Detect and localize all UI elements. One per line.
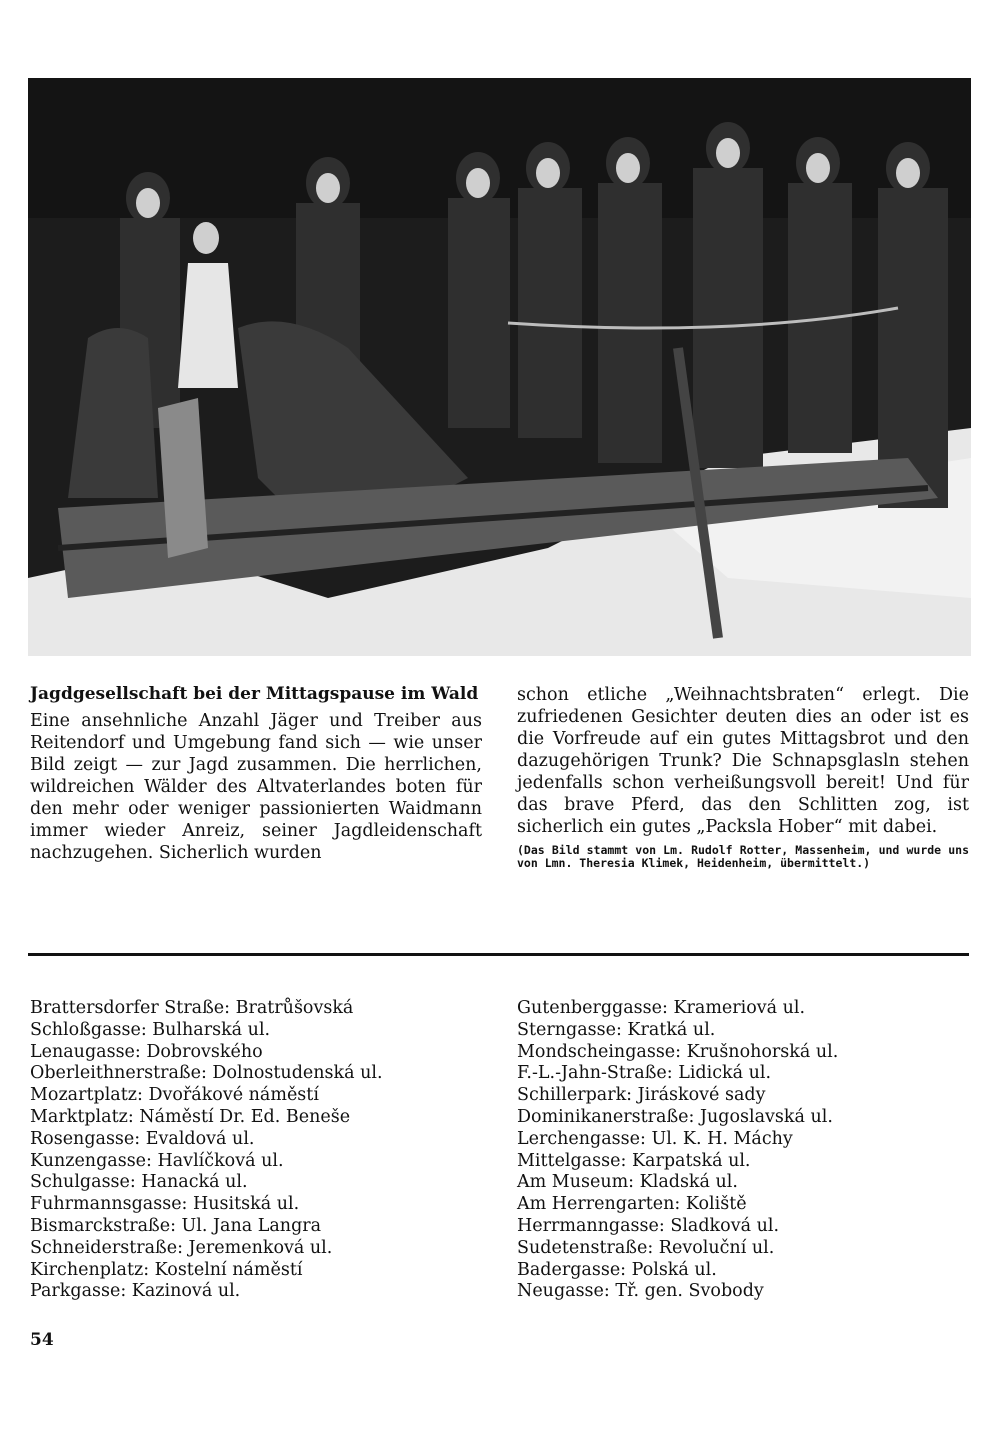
street-list-right bbox=[517, 998, 977, 1303]
street-item: Fuhrmannsgasse: Husitská ul. bbox=[30, 1194, 300, 1215]
street-list-left bbox=[30, 998, 490, 1303]
street-item: Sterngasse: Kratká ul. bbox=[517, 1019, 716, 1040]
street-item: Kirchenplatz: Kostelní náměstí bbox=[30, 1259, 303, 1280]
photo-credit: (Das Bild stammt von Lm. Rudolf Rotter, Massenheim, und wurde uns von Lmn. Theresia Klimek, Heidenheim, übermittelt.) bbox=[517, 843, 969, 870]
street-item: Mittelgasse: Karpatská ul. bbox=[517, 1150, 751, 1171]
photo-hunting-party-icon bbox=[28, 78, 971, 656]
street-item: Schulgasse: Hanacká ul. bbox=[30, 1172, 248, 1193]
street-item: Am Herrengarten: Koliště bbox=[517, 1194, 747, 1215]
street-item: Gutenberggasse: Krameriová ul. bbox=[517, 998, 806, 1018]
street-item: Schillerpark: Jiráskové sady bbox=[517, 1085, 766, 1106]
horizontal-divider bbox=[28, 953, 969, 956]
caption-title: Jagdgesellschaft bei der Mittagspause im Wald bbox=[30, 684, 479, 704]
street-item: Am Museum: Kladská ul. bbox=[517, 1172, 738, 1193]
street-item: Neugasse: Tř. gen. Svobody bbox=[517, 1281, 764, 1302]
street-item: Brattersdorfer Straße: Bratrůšovská bbox=[30, 998, 354, 1018]
street-item: Badergasse: Polská ul. bbox=[517, 1259, 717, 1280]
street-item: Parkgasse: Kazinová ul. bbox=[30, 1281, 241, 1302]
caption-text-right: schon etliche „Weihnachtsbraten“ erlegt. Die zufriedenen Gesichter deuten dies an oder ist es die Vorfreude auf ein gutes Mittagsbrot und den dazugehörigen Trunk? Die Schnapsglasln stehen jedenfalls schon verheißungsvoll bereit! Und für das brave Pferd, das den Schlitten zog, ist sicherlich ein gutes „Packsla Hober“ mit dabei. bbox=[517, 685, 969, 837]
street-item: Lerchengasse: Ul. K. H. Máchy bbox=[517, 1128, 793, 1149]
street-item: Sudetenstraße: Revoluční ul. bbox=[517, 1237, 775, 1258]
street-item: Lenaugasse: Dobrovského bbox=[30, 1041, 263, 1062]
caption-text-left: Eine ansehnliche Anzahl Jäger und Treiber aus Reitendorf und Umgebung fand sich — wie unser Bild zeigt — zur Jagd zusammen. Die herrlichen, wildreichen Wälder des Altvaterlandes boten für den mehr oder weniger passionierten Waidmann immer wieder Anreiz, seiner Jagdleidenschaft nachzugehen. Sicherlich wurden bbox=[30, 711, 482, 863]
hunting-party-photo bbox=[28, 78, 971, 656]
street-item: Herrmanngasse: Sladková ul. bbox=[517, 1215, 780, 1236]
street-item: Dominikanerstraße: Jugoslavská ul. bbox=[517, 1106, 833, 1127]
street-item: Bismarckstraße: Ul. Jana Langra bbox=[30, 1215, 322, 1236]
caption-left-column bbox=[30, 684, 482, 864]
street-item: Mozartplatz: Dvořákové náměstí bbox=[30, 1085, 319, 1106]
street-item: Mondscheingasse: Krušnohorská ul. bbox=[517, 1041, 839, 1062]
street-item: Rosengasse: Evaldová ul. bbox=[30, 1128, 255, 1149]
street-item: Kunzengasse: Havlíčková ul. bbox=[30, 1150, 284, 1171]
street-item: Marktplatz: Náměstí Dr. Ed. Beneše bbox=[30, 1106, 351, 1127]
caption-right-column bbox=[517, 684, 969, 882]
street-item: Oberleithnerstraße: Dolnostudenská ul. bbox=[30, 1063, 383, 1084]
page-number: 54 bbox=[30, 1330, 54, 1350]
street-item: Schneiderstraße: Jeremenková ul. bbox=[30, 1237, 333, 1258]
street-item: Schloßgasse: Bulharská ul. bbox=[30, 1019, 271, 1040]
street-item: F.-L.-Jahn-Straße: Lidická ul. bbox=[517, 1063, 772, 1084]
